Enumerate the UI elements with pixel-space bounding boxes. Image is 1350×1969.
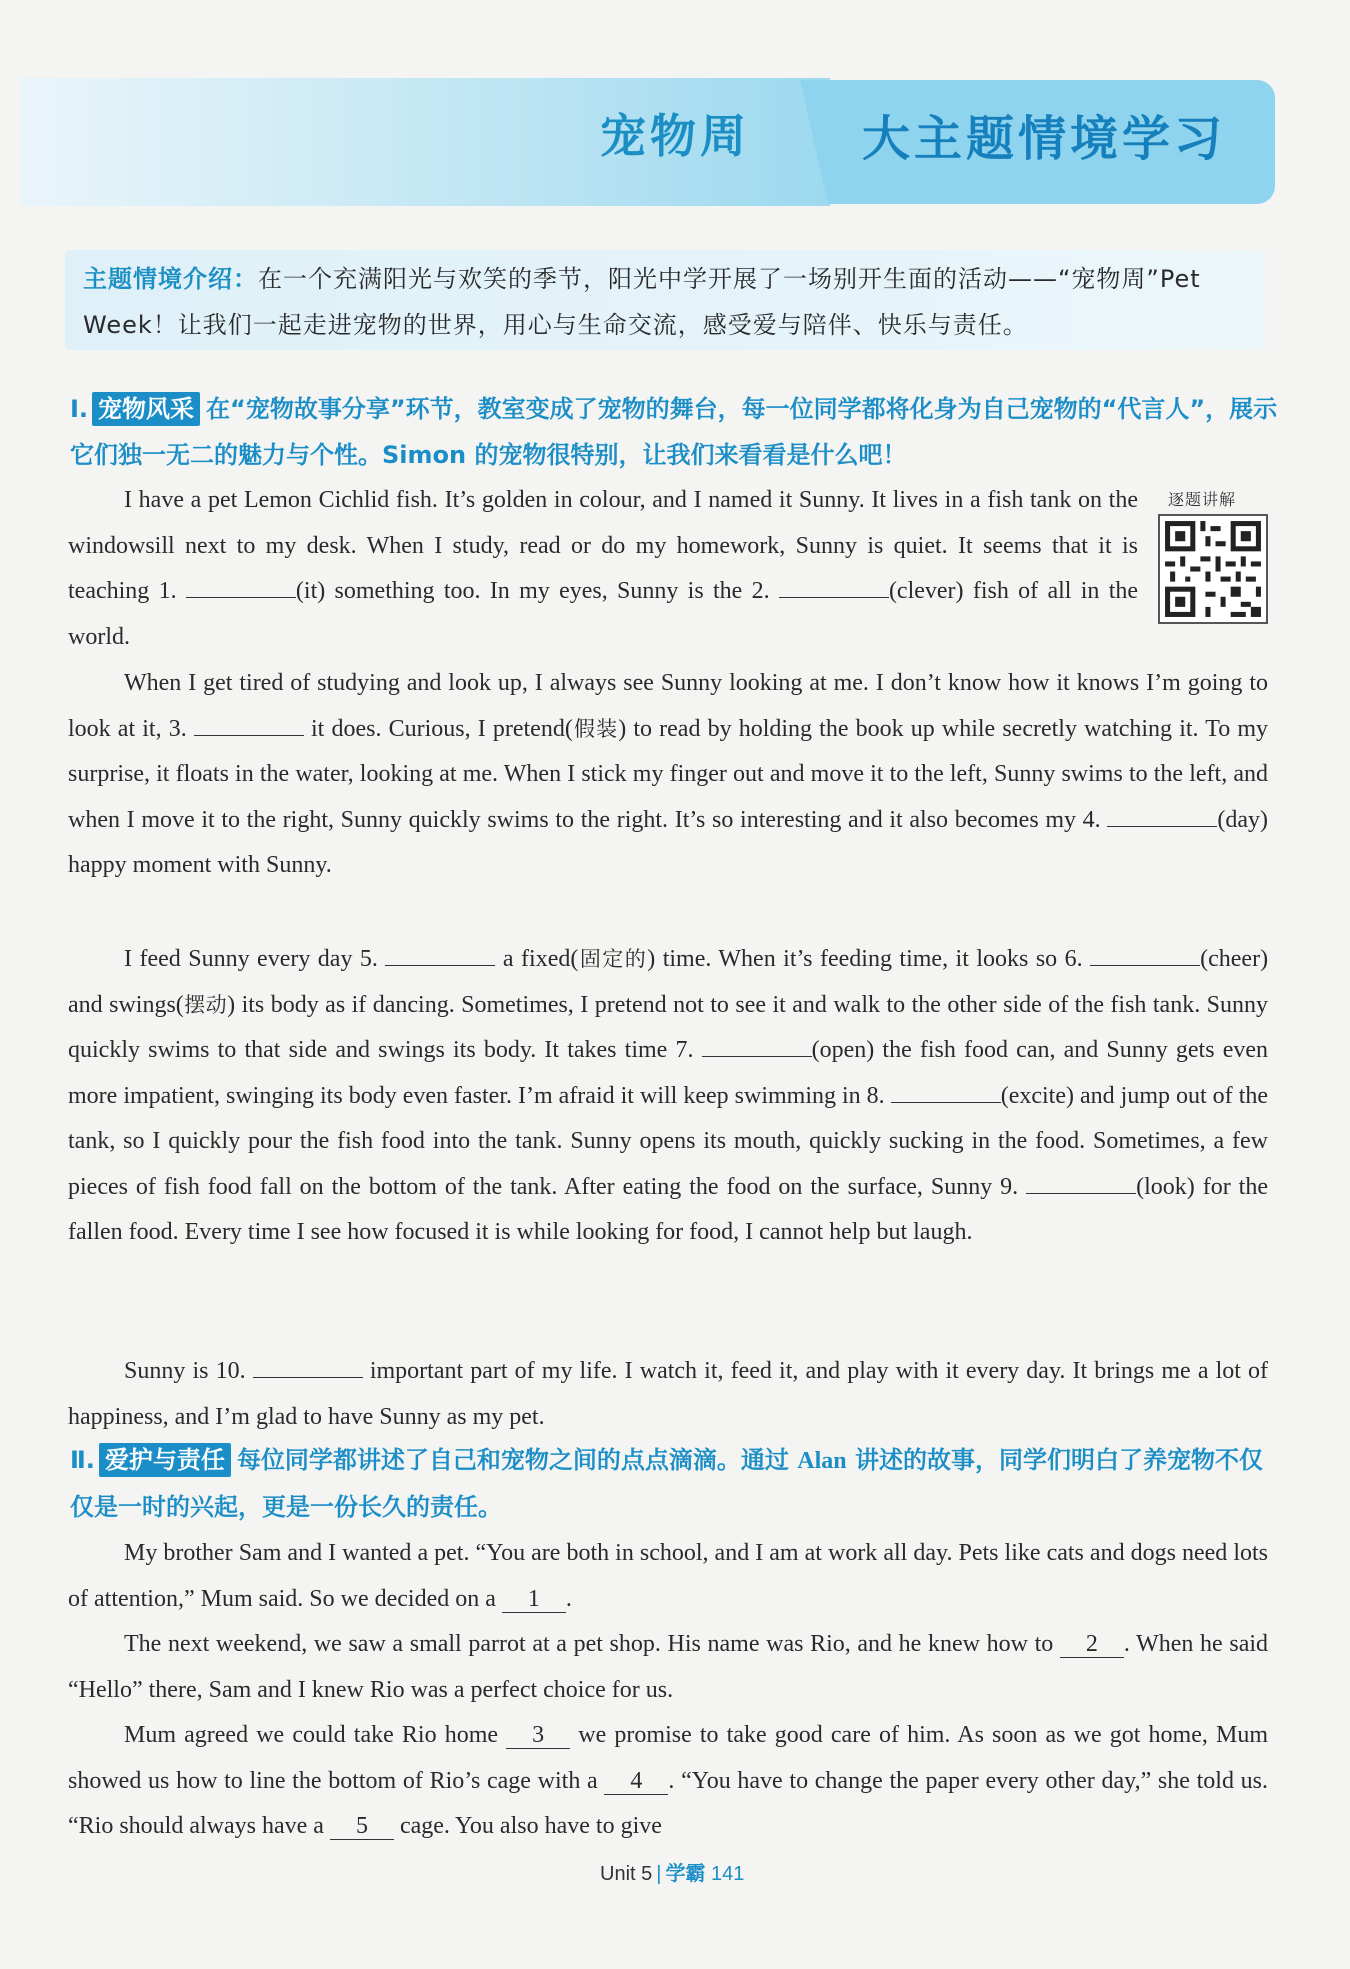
p3-gloss-1: 固定的 (578, 947, 648, 971)
s2p2-text-a: The next weekend, we saw a small parrot at a pet shop. His name was Rio, and he knew how to (124, 1631, 1054, 1657)
blank-1[interactable] (186, 577, 296, 598)
footer-separator: | (656, 1863, 662, 1885)
p4-text-a: Sunny is 10. (124, 1358, 246, 1384)
s2p3-text-d: cage. You also have to give (399, 1813, 662, 1839)
section-2-instruction-b: 讲述的故事，同学们明白了养宠物不仅仅是一时的兴起，更是一份长久的责任。 (70, 1446, 1264, 1521)
p1-text-b: (it) something too. In my eyes, Sunny is the 2. (295, 578, 770, 604)
section-2-number: Ⅱ. (70, 1446, 95, 1474)
passage-2-paragraph-2 (68, 1622, 1268, 1713)
p3-text-g: (excite) and jump out of the tank, so I quickly pour the fish food into the tank. Sunny opens its mouth, quickly sucking in the food. Sometimes, a few pieces of fish food fall on the bottom of the tank. After eating the food on the surface, Sunny 9. (68, 1082, 1269, 1200)
cloze-blank-4[interactable]: 4 (604, 1768, 668, 1795)
p3-text-e: ) its body as if dancing. Sometimes, I pretend not to see it and walk to the other side of the fish tank. Sunny quickly swims to that side and swings its body. It takes time 7. (68, 991, 1268, 1063)
passage-2-paragraph-1 (68, 1531, 1268, 1622)
p3-gloss-2: 摆动 (183, 992, 228, 1017)
p3-text-b: a fixed( (502, 946, 579, 972)
section-1-heading (70, 386, 1280, 478)
blank-6[interactable] (1090, 945, 1200, 966)
footer-unit: Unit 5 (600, 1863, 653, 1885)
p1-text-c: (clever) fish of all in the world. (68, 578, 1139, 650)
blank-8[interactable] (891, 1082, 1001, 1103)
section-2-name: Alan (797, 1448, 847, 1474)
blank-3[interactable] (194, 715, 304, 736)
cloze-blank-2[interactable]: 2 (1060, 1631, 1124, 1658)
passage-1-paragraph-4 (68, 1349, 1268, 1440)
p2-text-a: When I get tired of studying and look up, I always see Sunny looking at me. I don’t know how it knows I’m going to look at it, 3. (68, 670, 1268, 742)
section-1-tag: 宠物风采 (92, 392, 200, 426)
qr-code-icon[interactable] (1158, 514, 1268, 624)
p3-text-a: I feed Sunny every day 5. (124, 946, 378, 972)
s2p2-text-b: . When he said “Hello” there, Sam and I knew Rio was a perfect choice for us. (68, 1631, 1269, 1703)
header-banner (20, 78, 1260, 208)
p3-text-c: ) time. When it’s feeding time, it looks so 6. (647, 946, 1083, 972)
page-number: 141 (711, 1863, 745, 1885)
section-2-instruction-a: 每位同学都讲述了自己和宠物之间的点点滴滴。通过 (236, 1446, 789, 1474)
blank-5[interactable] (385, 945, 495, 966)
s2p3-text-b: we promise to take good care of him. As soon as we got home, Mum showed us how to line the bottom of Rio’s cage with a (68, 1722, 1269, 1794)
p2-text-d: (day) happy moment with Sunny. (68, 806, 1269, 878)
page-footer (600, 1857, 744, 1886)
p2-gloss: 假装 (572, 716, 619, 741)
blank-4[interactable] (1107, 806, 1217, 827)
p1-text-a: I have a pet Lemon Cichlid fish. It’s golden in colour, and I named it Sunny. It lives in a fish tank on the windowsill next to my desk. When I study, read or do my homework, Sunny is quiet. It seems that it is teaching 1. (68, 487, 1138, 604)
cloze-blank-3[interactable]: 3 (506, 1722, 570, 1749)
s2p3-text-a: Mum agreed we could take Rio home (124, 1722, 499, 1748)
blank-7[interactable] (702, 1036, 812, 1057)
p3-text-f: (open) the fish food can, and Sunny gets even more impatient, swinging its body even faster. I’m afraid it will keep swimming in 8. (68, 1037, 1269, 1109)
s2p1-text-b: . (565, 1585, 572, 1612)
banner-title-theme-learning: 大主题情境学习 (862, 111, 1227, 167)
section-2-tag: 爱护与责任 (99, 1443, 231, 1477)
p3-text-d: (cheer) and swings( (68, 946, 1269, 1018)
passage-1-paragraph-1 (68, 478, 1138, 660)
intro-box (65, 250, 1265, 350)
blank-10[interactable] (253, 1357, 363, 1378)
p4-text-b: important part of my life. I watch it, feed it, and play with it every day. It brings me a lot of happiness, and I’m glad to have Sunny as my pet. (68, 1358, 1269, 1430)
s2p1-text-a: My brother Sam and I wanted a pet. “You are both in school, and I am at work all day. Pets like cats and dogs need lots of attention,” Mum said. So we decided on a (68, 1540, 1268, 1612)
footer-brand: 学霸 (665, 1861, 706, 1885)
passage-2-paragraph-3 (68, 1713, 1268, 1850)
p2-text-b: it does. Curious, I pretend( (311, 715, 573, 742)
intro-label: 主题情境介绍： (83, 265, 258, 293)
p3-text-h: (look) for the fallen food. Every time I see how focused it is while looking for food, I cannot help but laugh. (68, 1173, 1268, 1245)
blank-2[interactable] (779, 577, 889, 598)
banner-title-pet-week: 宠物周 (600, 109, 750, 163)
passage-1-paragraph-2 (68, 661, 1268, 889)
blank-9[interactable] (1026, 1173, 1136, 1194)
intro-text (83, 256, 1263, 348)
intro-body: 在一个充满阳光与欢笑的季节，阳光中学开展了一场别开生面的活动——“宠物周”Pet Week！让我们一起走进宠物的世界，用心与生命交流，感受爱与陪伴、快乐与责任。 (83, 265, 1201, 339)
passage-1-paragraph-3 (68, 937, 1268, 1301)
p2-text-c: ) to read by holding the book up while secretly watching it. To my surprise, it floats in the water, looking at me. When I stick my finger out and move it to the left, Sunny swims to the left, and when I move it to the right, Sunny quickly swims to the right. It’s so interesting and it also becomes my 4. (68, 715, 1269, 833)
s2p3-text-c: . “You have to change the paper every other day,” she told us. “Rio should always have a (68, 1767, 1269, 1839)
cloze-blank-5[interactable]: 5 (330, 1813, 394, 1840)
section-2-heading (70, 1437, 1280, 1530)
section-1-instruction: 在“宠物故事分享”环节，教室变成了宠物的舞台，每一位同学都将化身为自己宠物的“代言人”，展示它们独一无二的魅力与个性。Simon 的宠物很特别，让我们来看看是什么吧！ (70, 395, 1278, 469)
cloze-blank-1[interactable]: 1 (502, 1586, 566, 1613)
section-1-number: Ⅰ. (70, 395, 89, 423)
qr-label: 逐题讲解 (1168, 490, 1237, 509)
